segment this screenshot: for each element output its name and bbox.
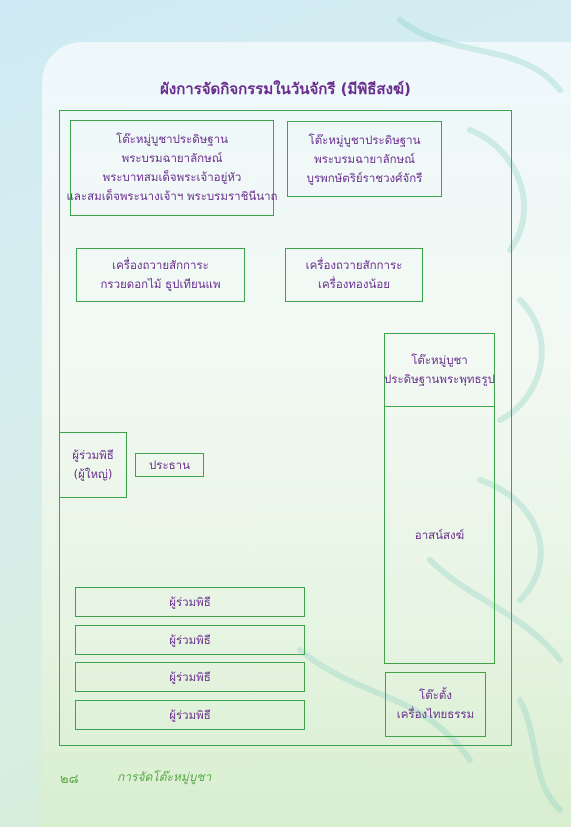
page-title: ผังการจัดกิจกรรมในวันจักรี (มีพิธีสงฆ์) bbox=[160, 80, 411, 98]
box-line: เครื่องไทยธรรม bbox=[396, 706, 475, 721]
offering-gold-box bbox=[285, 248, 423, 302]
box-line: ประดิษฐานพระพุทธรูป bbox=[384, 372, 495, 386]
box-line: ผู้ร่วมพิธี bbox=[169, 594, 211, 609]
box-line: บูรพกษัตริย์ราชวงศ์จักรี bbox=[306, 170, 423, 185]
box-line: โต๊ะตั้ง bbox=[419, 687, 452, 702]
box-line: (ผู้ใหญ่) bbox=[73, 467, 113, 481]
box-line: ผู้ร่วมพิธี bbox=[72, 448, 114, 462]
offerings-table-box bbox=[385, 672, 486, 737]
senior-attendees-box bbox=[59, 432, 127, 498]
box-line: เครื่องถวายสักการะ bbox=[112, 258, 209, 272]
attendee-row bbox=[75, 587, 305, 617]
attendee-row bbox=[75, 700, 305, 730]
box-line: เครื่องทองน้อย bbox=[318, 277, 390, 291]
box-line: โต๊ะหมู่บูชาประดิษฐาน bbox=[116, 132, 228, 146]
box-line: และสมเด็จพระนางเจ้าฯ พระบรมราชินีนาถ bbox=[66, 189, 278, 203]
monks-seat-box bbox=[384, 406, 495, 664]
offering-flowers-box bbox=[76, 248, 245, 302]
altar-buddha-box bbox=[384, 333, 495, 407]
box-line: ผู้ร่วมพิธี bbox=[169, 669, 211, 684]
box-line: ประธาน bbox=[149, 457, 190, 472]
box-line: อาสน์สงฆ์ bbox=[414, 527, 465, 542]
box-line: พระบาทสมเด็จพระเจ้าอยู่หัว bbox=[102, 170, 242, 184]
box-line: ผู้ร่วมพิธี bbox=[169, 632, 211, 647]
box-line: พระบรมฉายาลักษณ์ bbox=[314, 151, 415, 166]
box-line: โต๊ะหมู่บูชาประดิษฐาน bbox=[308, 132, 421, 147]
attendee-row bbox=[75, 662, 305, 692]
box-line: ผู้ร่วมพิธี bbox=[169, 707, 211, 722]
altar-chakri-box bbox=[287, 121, 442, 197]
box-line: กรวยดอกไม้ ธูปเทียนแพ bbox=[100, 277, 221, 291]
page-number: ๒๘ bbox=[60, 772, 79, 787]
box-line: โต๊ะหมู่บูชา bbox=[411, 353, 468, 367]
altar-king-box bbox=[66, 120, 278, 216]
book-title: การจัดโต๊ะหมู่บูชา bbox=[117, 770, 212, 784]
box-line: พระบรมฉายาลักษณ์ bbox=[121, 151, 223, 165]
chairman-box bbox=[135, 453, 204, 477]
box-line: เครื่องถวายสักการะ bbox=[305, 258, 403, 272]
attendee-row bbox=[75, 625, 305, 655]
